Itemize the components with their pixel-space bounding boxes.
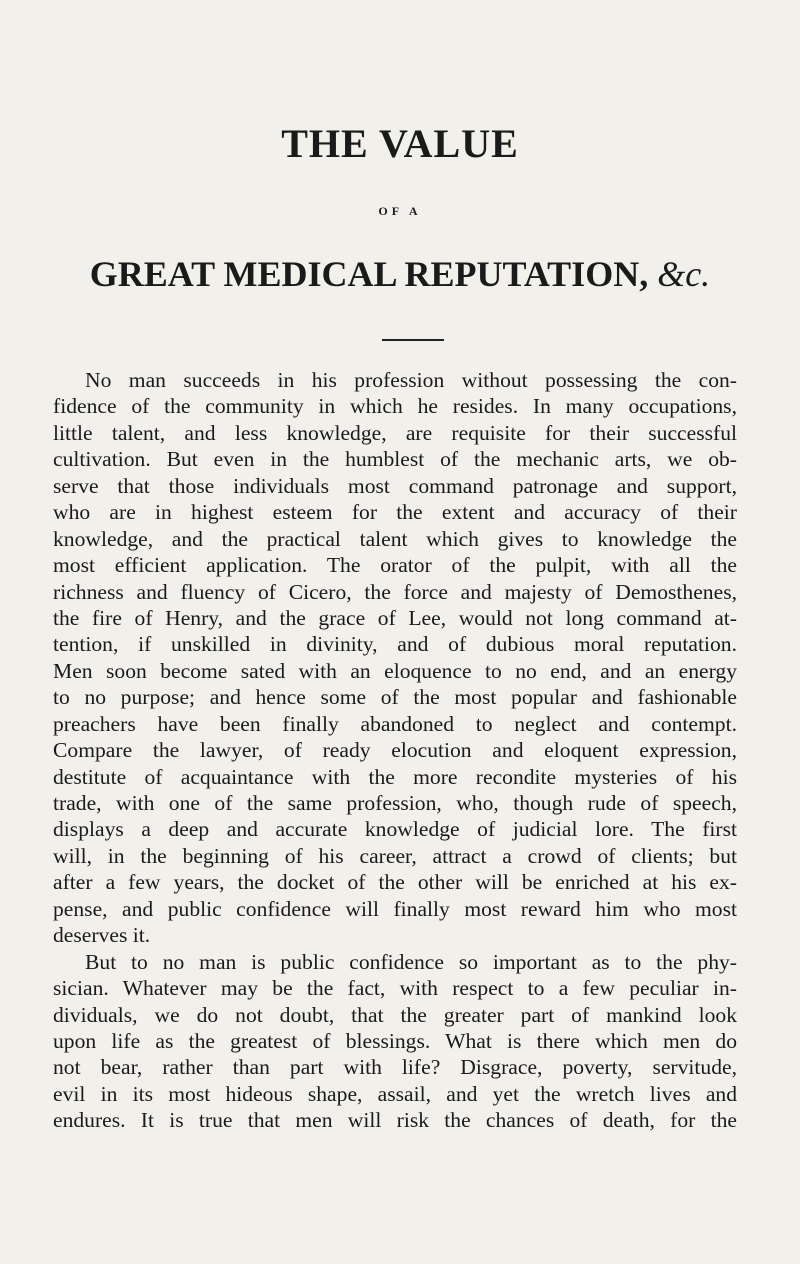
page-title: THE VALUE [281,121,519,166]
text-line: preachers have been finally abandoned to neglect and contempt. [53,711,737,736]
text-line: No man succeeds in his profession without possessing the con- [85,368,737,392]
text-line: deserves it. [53,923,151,948]
text-line: little talent, and less knowledge, are requisite for their successful [53,420,737,445]
text-line: after a few years, the docket of the other will be enriched at his ex- [53,870,737,895]
subtitle-etc: &c. [657,254,711,294]
title-divider [382,339,444,341]
text-line: richness and fluency of Cicero, the force and majesty of Demosthenes, [53,579,737,604]
text-line: displays a deep and accurate knowledge of judicial lore. The first [53,817,737,842]
text-line: serve that those individuals most command patronage and support, [53,473,737,498]
text-line: But to no man is public confidence so important as to the phy- [85,949,737,974]
text-line: endures. It is true that men will risk the chances of death, for the [53,1108,737,1133]
text-line: sician. Whatever may be the fact, with respect to a few peculiar in- [53,976,737,1001]
text-line: tention, if unskilled in divinity, and of dubious moral reputation. [53,632,737,657]
text-line: cultivation. But even in the humblest of the mechanic arts, we ob- [53,447,737,472]
text-line: trade, with one of the same profession, who, though rude of speech, [53,791,737,815]
text-line: not bear, rather than part with life? Disgrace, poverty, servitude, [53,1055,737,1080]
text-line: dividuals, we do not doubt, that the greater part of mankind look [53,1002,737,1027]
text-line: most efficient application. The orator of the pulpit, with all the [53,553,737,578]
text-line: the fire of Henry, and the grace of Lee, would not long command at- [53,605,737,630]
text-line: upon life as the greatest of blessings. What is there which men do [53,1028,737,1053]
text-line: Men soon become sated with an eloquence to no end, and an energy [53,658,737,683]
text-line: pense, and public confidence will finally most reward him who most [53,896,737,921]
title-connector: OF A [378,204,422,218]
text-line: to no purpose; and hence some of the most popular and fashionable [53,685,737,710]
page-subtitle [0,256,800,292]
text-line: Compare the lawyer, of ready elocution and eloquent expression, [53,738,737,763]
text-line: destitute of acquaintance with the more recondite mysteries of his [53,764,737,789]
body-text [53,367,737,1134]
text-line: knowledge, and the practical talent which gives to knowledge the [53,526,737,551]
text-line: fidence of the community in which he resides. In many occupations, [53,394,737,419]
subtitle-text: GREAT MEDICAL REPUTATION, [89,254,658,294]
text-line: who are in highest esteem for the extent and accuracy of their [53,500,737,525]
text-line: evil in its most hideous shape, assail, and yet the wretch lives and [53,1081,737,1106]
text-line: will, in the beginning of his career, attract a crowd of clients; but [53,843,737,868]
